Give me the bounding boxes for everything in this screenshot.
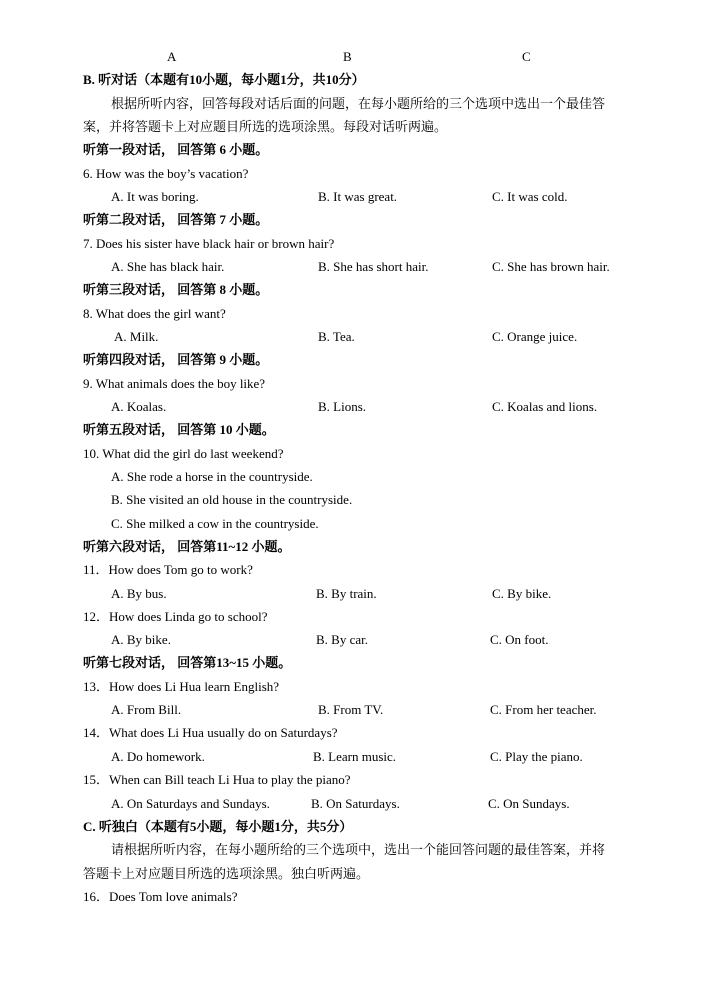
dialogue-label: 听第一段对话， 回答第 6 小题。 <box>83 142 269 157</box>
option-11b: B. By train. <box>316 586 377 601</box>
option-14a: A. Do homework. <box>111 749 205 764</box>
option-13b: B. From TV. <box>318 702 384 717</box>
section-b-instruction-2: 案，并将答题卡上对应题目所选的选项涂黑。每段对话听两遍。 <box>83 119 448 134</box>
question-14: 14．What does Li Hua usually do on Saturdays? <box>83 725 338 740</box>
option-15c: C. On Sundays. <box>488 796 570 811</box>
picture-label-c: C <box>522 49 531 64</box>
option-13c: C. From her teacher. <box>490 702 597 717</box>
option-7c: C. She has brown hair. <box>492 259 610 274</box>
option-12b: B. By car. <box>316 632 368 647</box>
picture-label-a: A <box>167 49 177 64</box>
section-b-heading: B. 听对话（本题有10小题，每小题1分，共10分） <box>83 72 365 87</box>
question-9: 9. What animals does the boy like? <box>83 376 266 391</box>
dialogue-label: 听第五段对话， 回答第 10 小题。 <box>83 422 275 437</box>
option-14c: C. Play the piano. <box>490 749 583 764</box>
option-11a: A. By bus. <box>111 586 167 601</box>
option-10b: B. She visited an old house in the countryside. <box>111 492 353 507</box>
option-12c: C. On foot. <box>490 632 549 647</box>
option-6c: C. It was cold. <box>492 189 568 204</box>
option-10a: A. She rode a horse in the countryside. <box>111 469 313 484</box>
option-10c: C. She milked a cow in the countryside. <box>111 516 319 531</box>
dialogue-label: 听第六段对话， 回答第11~12 小题。 <box>83 539 291 554</box>
dialogue-label: 听第二段对话， 回答第 7 小题。 <box>83 212 269 227</box>
question-8: 8. What does the girl want? <box>83 306 226 321</box>
question-12: 12．How does Linda go to school? <box>83 609 268 624</box>
question-7: 7. Does his sister have black hair or brown hair? <box>83 236 335 251</box>
option-13a: A. From Bill. <box>111 702 182 717</box>
option-15b: B. On Saturdays. <box>311 796 400 811</box>
option-14b: B. Learn music. <box>313 749 397 764</box>
option-9c: C. Koalas and lions. <box>492 399 598 414</box>
option-11c: C. By bike. <box>492 586 552 601</box>
question-13: 13．How does Li Hua learn English? <box>83 679 280 694</box>
option-6a: A. It was boring. <box>111 189 199 204</box>
question-11: 11．How does Tom go to work? <box>83 562 253 577</box>
option-8c: C. Orange juice. <box>492 329 578 344</box>
option-8a: A. Milk. <box>114 329 159 344</box>
option-7a: A. She has black hair. <box>111 259 225 274</box>
dialogue-label: 听第七段对话， 回答第13~15 小题。 <box>83 655 292 670</box>
option-15a: A. On Saturdays and Sundays. <box>111 796 270 811</box>
option-12a: A. By bike. <box>111 632 171 647</box>
option-9a: A. Koalas. <box>111 399 167 414</box>
dialogue-label: 听第四段对话， 回答第 9 小题。 <box>83 352 269 367</box>
option-9b: B. Lions. <box>318 399 367 414</box>
section-c-instruction-2: 答题卡上对应题目所选的选项涂黑。独白听两遍。 <box>83 866 370 881</box>
dialogue-label: 听第三段对话， 回答第 8 小题。 <box>83 282 269 297</box>
option-8b: B. Tea. <box>318 329 355 344</box>
section-b-instruction-1: 根据所听内容，回答每段对话后面的问题，在每小题所给的三个选项中选出一个最佳答 <box>111 96 606 111</box>
option-6b: B. It was great. <box>318 189 398 204</box>
option-7b: B. She has short hair. <box>318 259 429 274</box>
picture-label-b: B <box>343 49 352 64</box>
section-c-instruction-1: 请根据所听内容，在每小题所给的三个选项中，选出一个能回答问题的最佳答案，并将 <box>111 842 606 857</box>
question-10: 10. What did the girl do last weekend? <box>83 446 284 461</box>
question-16: 16．Does Tom love animals? <box>83 889 238 904</box>
section-c-heading: C. 听独白（本题有5小题，每小题1分，共5分） <box>83 819 353 834</box>
question-6: 6. How was the boy’s vacation? <box>83 166 249 181</box>
question-15: 15．When can Bill teach Li Hua to play the piano? <box>83 772 351 787</box>
